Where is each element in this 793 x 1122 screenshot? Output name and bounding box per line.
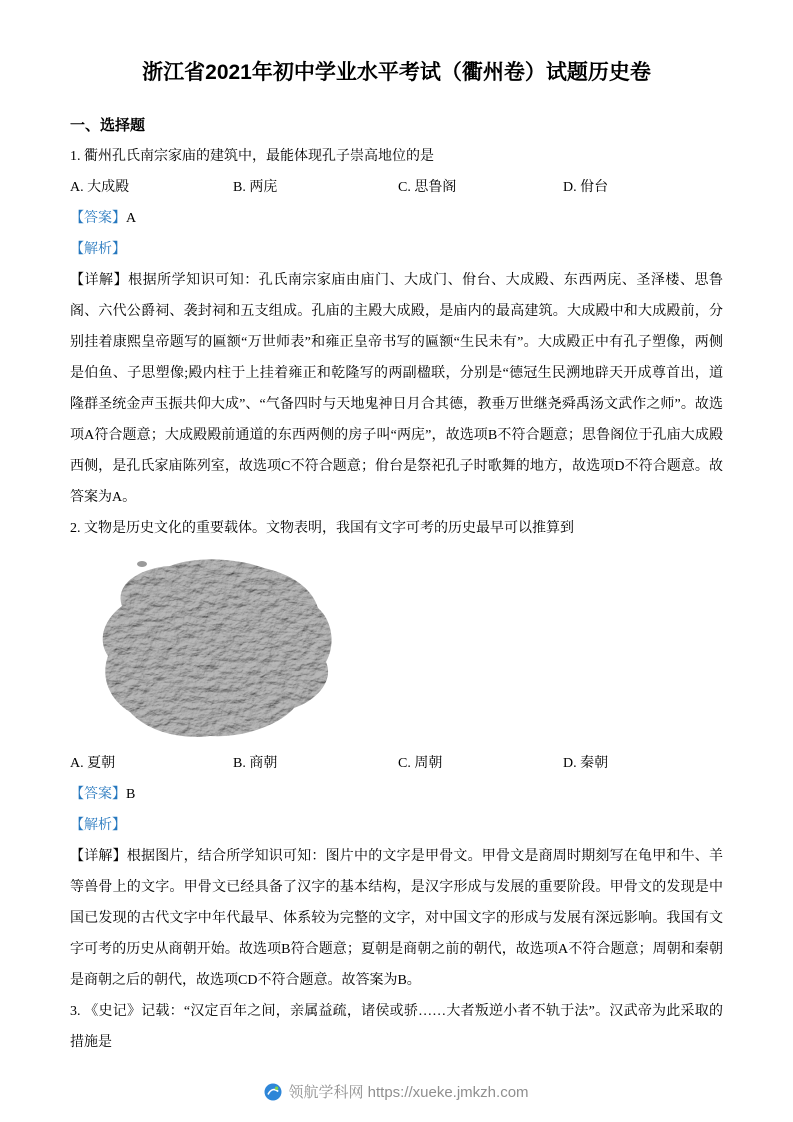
question-2-option-d: D. 秦朝 xyxy=(563,756,609,771)
question-2-option-a: A. 夏朝 xyxy=(70,756,116,771)
oracle-bone-inscription-photo xyxy=(84,552,346,744)
question-2-analysis-line xyxy=(70,810,723,841)
question-2 xyxy=(70,513,723,996)
analysis-label: 【解析】 xyxy=(70,818,126,833)
question-2-detail-text: 根据图片，结合所学知识可知：图片中的文字是甲骨文。甲骨文是商周时期刻写在龟甲和牛、羊等兽骨上的文字。甲骨文已经具备了汉字的基本结构，是汉字形成与发展的重要阶段。甲骨文的发现是中国已发现的古代文字中年代最早、体系较为完整的文字，对中国文字的形成与发展有深远影响。我国有文字可考的历史从商朝开始。故选项B符合题意；夏朝是商朝之前的朝代，故选项A不符合题意；周朝和秦朝是商朝之后的朝代，故选项CD不符合题意。故答案为B。 xyxy=(70,849,724,988)
question-1-option-a: A. 大成殿 xyxy=(70,180,130,195)
answer-label: 【答案】 xyxy=(70,787,126,802)
question-1-answer-value: A xyxy=(126,211,137,226)
question-1-analysis-line xyxy=(70,234,723,265)
question-2-options xyxy=(70,748,723,779)
question-1-detail xyxy=(70,265,723,513)
answer-label: 【答案】 xyxy=(70,211,126,226)
question-2-option-b: B. 商朝 xyxy=(233,756,278,771)
question-1-detail-text: 根据所学知识可知：孔氏南宗家庙由庙门、大成门、佾台、大成殿、东西两庑、圣泽楼、思鲁阁、六代公爵祠、袭封祠和五支组成。孔庙的主殿大成殿，是庙内的最高建筑。大成殿中和大成殿前，分别挂着康熙皇帝题写的匾额“万世师表”和雍正皇帝书写的匾额“生民未有”。大成殿正中有孔子塑像，两侧是伯鱼、子思塑像;殿内柱于上挂着雍正和乾隆写的两副楹联，分别是“德冠生民溯地辟天开成尊首出，道隆群圣统金声玉振共仰大成”、“气备四时与天地鬼神日月合其德，教垂万世继尧舜禹汤文武作之师”。故选项A符合题意；大成殿殿前通道的东西两侧的房子叫“两庑”，故选项B不符合题意；思鲁阁位于孔庙大成殿西侧，是孔氏家庙陈列室，故选项C不符合题意；佾台是祭祀孔子时歌舞的地方，故选项D不符合题意。故答案为A。 xyxy=(70,273,724,505)
page-title: 浙江省2021年初中学业水平考试（衢州卷）试题历史卷 xyxy=(142,61,651,84)
page-footer xyxy=(0,1081,793,1102)
question-2-answer-value: B xyxy=(126,787,136,802)
detail-label: 【详解】 xyxy=(70,849,127,864)
question-2-option-c: C. 周朝 xyxy=(398,756,443,771)
detail-label: 【详解】 xyxy=(70,273,129,288)
footer-site-link: 领航学科网 https://xueke.jmkzh.com xyxy=(288,1084,529,1101)
question-1-options xyxy=(70,172,723,203)
question-2-answer-line xyxy=(70,779,723,810)
question-1-stem: 1. 衢州孔氏南宗家庙的建筑中，最能体现孔子崇高地位的是 xyxy=(70,149,434,164)
question-3-stem: 3. 《史记》记载：“汉定百年之间，亲属益疏，诸侯或骄……大者叛逆小者不轨于法”。汉武帝为此采取的措施是 xyxy=(70,1004,723,1050)
question-1 xyxy=(70,141,723,513)
question-2-figure xyxy=(84,552,723,744)
question-1-option-b: B. 两庑 xyxy=(233,180,278,195)
question-2-detail xyxy=(70,841,723,996)
question-1-option-d: D. 佾台 xyxy=(563,180,609,195)
analysis-label: 【解析】 xyxy=(70,242,126,257)
footer-logo-icon xyxy=(264,1083,282,1101)
question-3 xyxy=(70,996,723,1058)
question-1-answer-line xyxy=(70,203,723,234)
question-2-stem: 2. 文物是历史文化的重要载体。文物表明，我国有文字可考的历史最早可以推算到 xyxy=(70,521,574,536)
question-1-option-c: C. 思鲁阁 xyxy=(398,180,457,195)
section-header: 一、选择题 xyxy=(70,117,146,134)
